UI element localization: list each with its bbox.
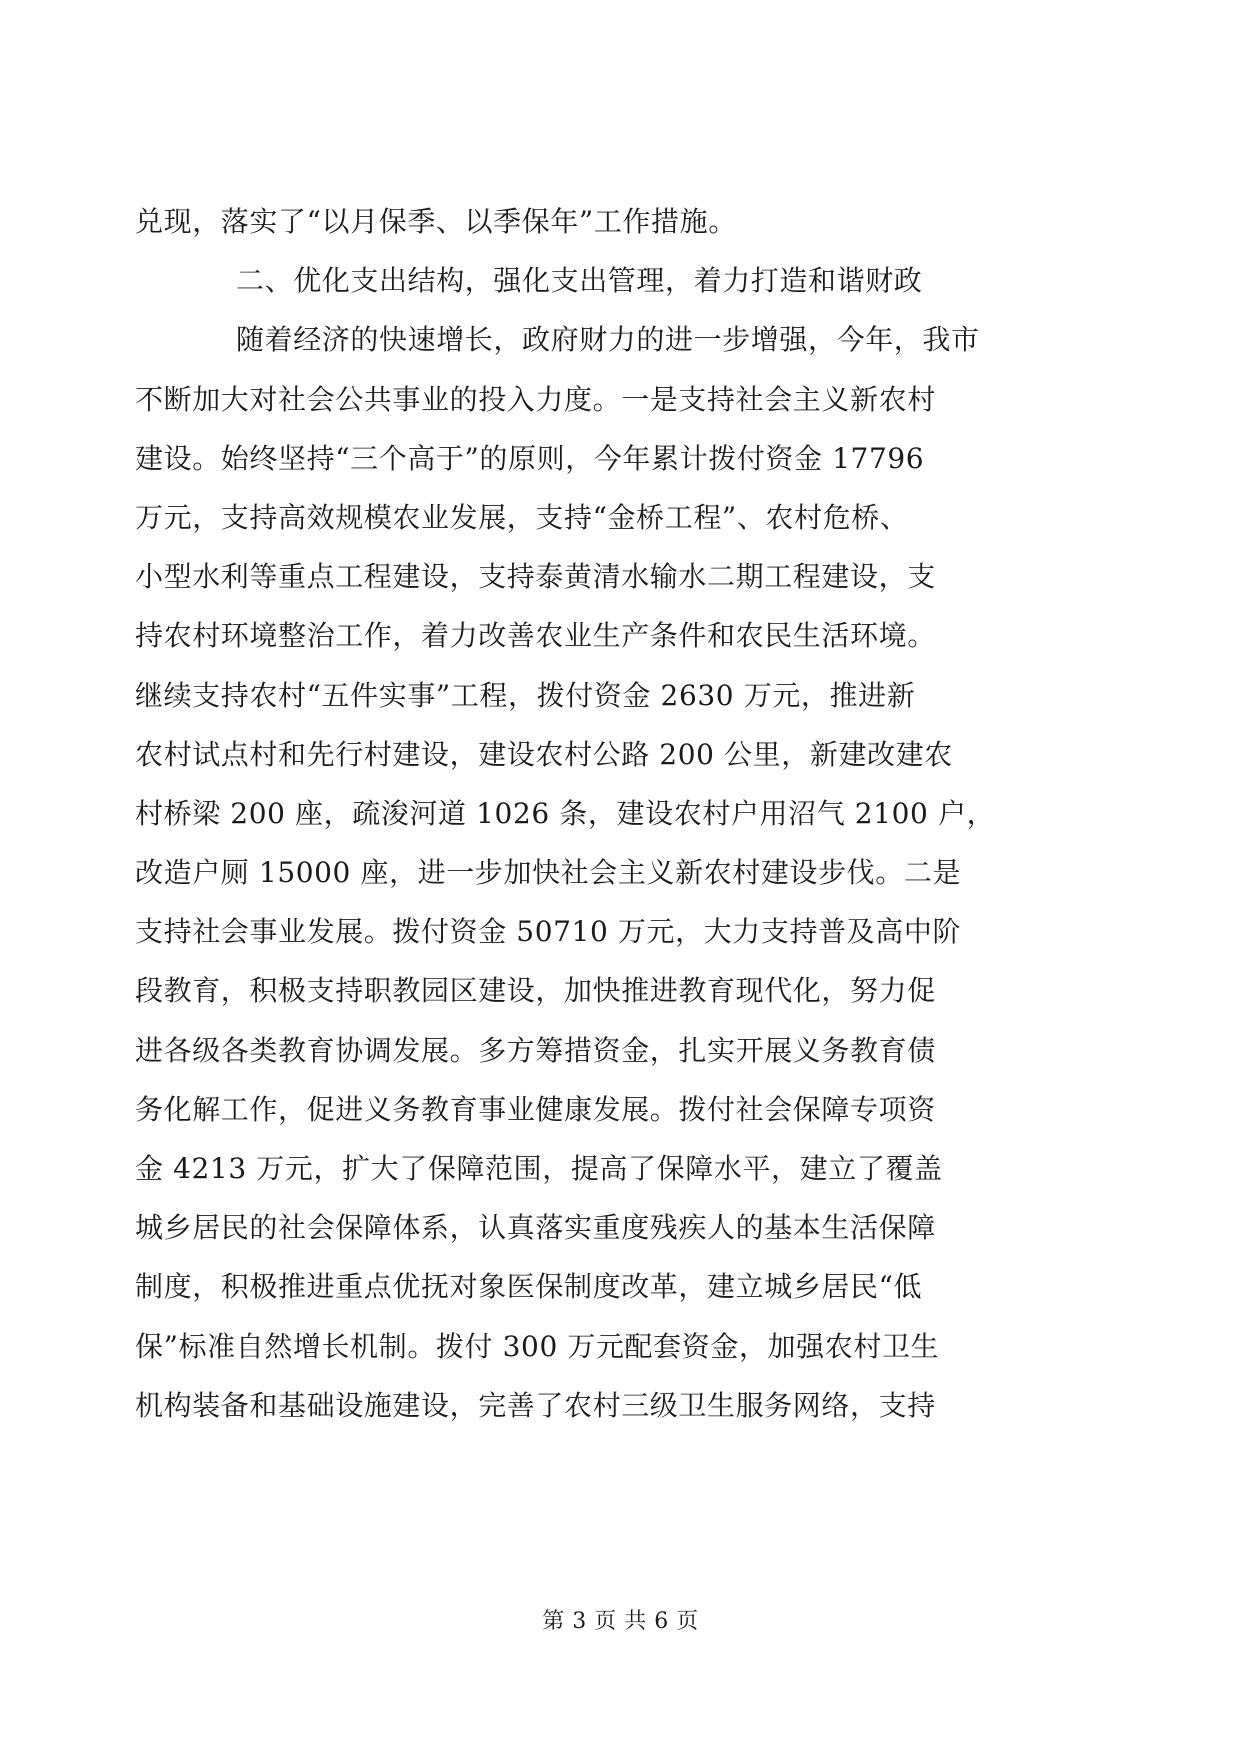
- document-body: [135, 192, 1100, 1435]
- text-line: 村桥梁 200 座，疏浚河道 1026 条，建设农村户用沼气 2100 户，: [135, 796, 996, 830]
- text-line: 农村试点村和先行村建设，建设农村公路 200 公里，新建改建农: [135, 737, 953, 771]
- text-line: 城乡居民的社会保障体系，认真落实重度残疾人的基本生活保障: [135, 1211, 936, 1245]
- text-line: 保”标准自然增长机制。拨付 300 万元配套资金，加强农村卫生: [135, 1329, 940, 1363]
- text-line: 进各级各类教育协调发展。多方筹措资金，扎实开展义务教育债: [135, 1033, 936, 1067]
- text-line: 段教育，积极支持职教园区建设，加快推进教育现代化，努力促: [135, 974, 936, 1008]
- page-number-footer: 第 3 页 共 6 页: [542, 1609, 699, 1634]
- text-line: 兑现，落实了“以月保季、以季保年”工作措施。: [135, 205, 737, 238]
- section-heading: 二、优化支出结构，强化支出管理，着力打造和谐财政: [236, 264, 923, 298]
- text-line: 不断加大对社会公共事业的投入力度。一是支持社会主义新农村: [135, 382, 936, 416]
- text-line: 金 4213 万元，扩大了保障范围，提高了保障水平，建立了覆盖: [135, 1152, 943, 1185]
- text-line: 建设。始终坚持“三个高于”的原则，今年累计拨付资金 17796: [135, 441, 925, 475]
- text-line: 改造户厕 15000 座，进一步加快社会主义新农村建设步伐。二是: [135, 856, 962, 890]
- text-line: 随着经济的快速增长，政府财力的进一步增强，今年，我市: [236, 323, 980, 357]
- text-line: 继续支持农村“五件实事”工程，拨付资金 2630 万元，推进新: [135, 678, 916, 712]
- text-line: 务化解工作，促进义务教育事业健康发展。拨付社会保障专项资: [135, 1092, 936, 1126]
- text-line: 支持社会事业发展。拨付资金 50710 万元，大力支持普及高中阶: [135, 915, 962, 949]
- text-line: 万元，支持高效规模农业发展，支持“金桥工程”、农村危桥、: [135, 500, 909, 534]
- text-line: 机构装备和基础设施建设，完善了农村三级卫生服务网络，支持: [135, 1388, 936, 1422]
- text-line: 持农村环境整治工作，着力改善农业生产条件和农民生活环境。: [135, 619, 936, 653]
- text-line: 小型水利等重点工程建设，支持泰黄清水输水二期工程建设，支: [135, 560, 936, 594]
- text-line: 制度，积极推进重点优抚对象医保制度改革，建立城乡居民“低: [135, 1270, 923, 1304]
